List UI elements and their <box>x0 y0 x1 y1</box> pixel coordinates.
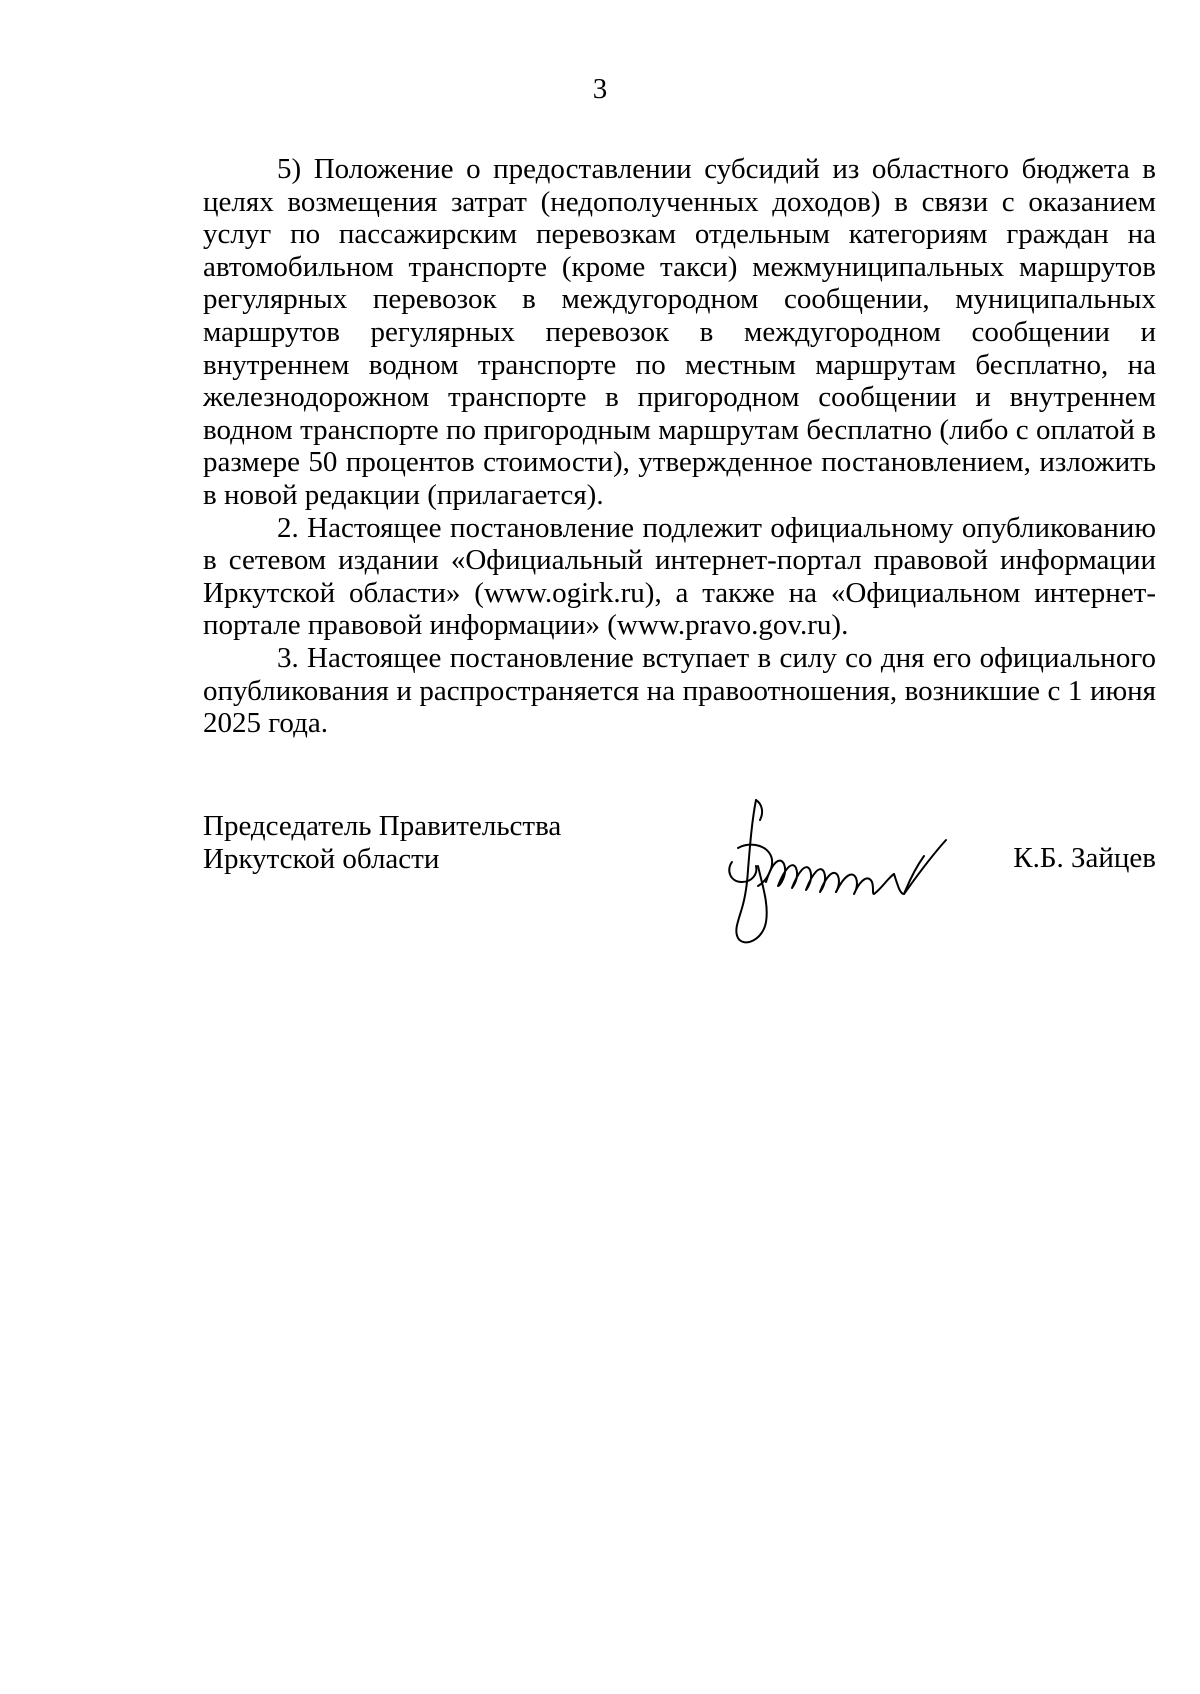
document-body <box>203 153 1156 740</box>
signer-title-line-1: Председатель Правительства <box>203 810 562 842</box>
handwritten-signature-icon <box>718 790 958 950</box>
paragraph-item-5: 5) Положение о предоставлении субсидий из областного бюджета в целях возмещения затрат (недополученных доходов) в связи с оказанием услуг по пассажирским перевозкам отдельным категориям граждан на автомобильном транспорте (кроме такси) межмуниципальных маршрутов регулярных перевозок в междугородном сообщении, муниципальных маршрутов регулярных перевозок в междугородном сообщении и внутреннем водном транспорте по местным маршрутам бесплатно, на железнодорожном транспорте в пригородном сообщении и внутреннем водном транспорте по пригородным маршрутам бесплатно (либо с оплатой в размере 50 процентов стоимости), утвержденное постановлением, изложить в новой редакции (прилагается). <box>203 153 1156 511</box>
paragraph-publication: 2. Настоящее постановление подлежит официальному опубликованию в сетевом издании «Официальный интернет-портал правовой информации Иркутской области» (www.ogirk.ru), а также на «Официальном интернет-портале правовой информации» (www.pravo.gov.ru). <box>203 511 1156 642</box>
signer-name: К.Б. Зайцев <box>1013 842 1156 874</box>
signature-block <box>203 810 1156 950</box>
page-number: 3 <box>592 73 608 105</box>
signer-title <box>203 810 623 875</box>
signer-title-line-2: Иркутской области <box>203 842 440 875</box>
paragraph-effective-date: 3. Настоящее постановление вступает в силу со дня его официального опубликования и распространяется на правоотношения, возникшие с 1 июня 2025 года. <box>203 641 1156 740</box>
